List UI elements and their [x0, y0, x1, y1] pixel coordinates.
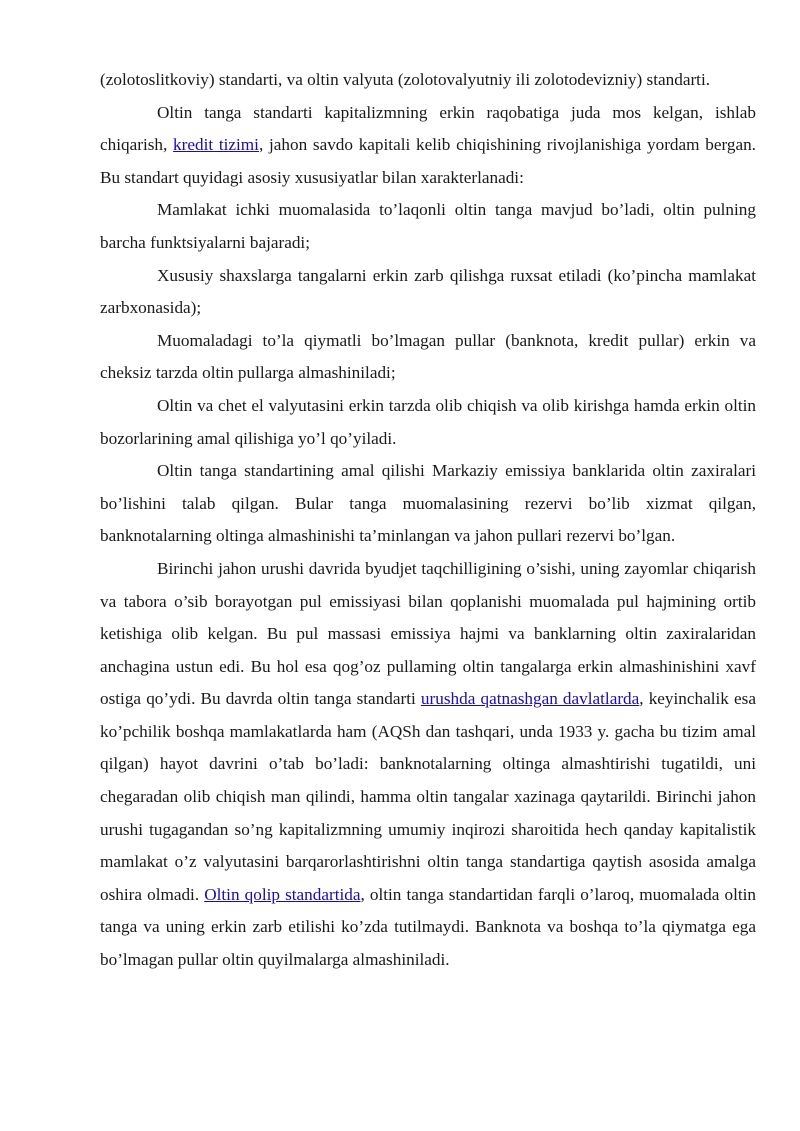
link-oltin-qolip-standartida[interactable]: Oltin qolip standartida	[204, 884, 361, 904]
link-urushda-qatnashgan-davlatlarda[interactable]: urushda qatnashgan davlatlarda	[420, 689, 640, 709]
paragraph-5: Muomaladagi to’la qiymatli bo’lmagan pullar (banknota, kredit pullar) erkin va cheksiz tarzda oltin pullarga almashiniladi;	[100, 330, 756, 383]
paragraph-2-text-after: , jahon savdo kapitali kelib chiqishining rivojlanishiga yordam bergan. Bu standart quyidagi asosiy xususiyatlar bilan xarakterlanadi:	[100, 135, 756, 187]
paragraph-6: Oltin va chet el valyutasini erkin tarzda olib chiqish va olib kirishga hamda erkin oltin bozorlarining amal qilishiga yo’l qo’yiladi.	[100, 395, 756, 448]
paragraph-2-text-before: Oltin tanga standarti kapitalizmning erkin raqobatiga juda mos kelgan, ishlab chiqarish,	[100, 102, 756, 155]
paragraph-2	[100, 97, 756, 195]
paragraph-3: Mamlakat ichki muomalasida to’laqonli oltin tanga mavjud bo’ladi, oltin pulning barcha funktsiyalarni bajaradi;	[100, 200, 756, 252]
paragraph-8-text-after: , oltin tanga standartidan farqli o’laroq, muomalada oltin tanga va uning erkin zarb etilishi ko’zda tutilmaydi. Banknota va boshqa to’la qiymatga ega bo’lmagan pullar oltin quyilmalarga almashiniladi.	[100, 884, 756, 970]
link-kredit-tizimi[interactable]: kredit tizimi	[173, 135, 259, 155]
document-page	[100, 64, 756, 977]
paragraph-8-text-middle: , keyinchalik esa ko’pchilik boshqa mamlakatlarda ham (AQSh dan tashqari, unda 1933 y. gacha bu tizim amal qilgan) hayot davrini o’tab bo’ladi: banknotalarning oltinga almashtirishi tugatildi, uni chegaradan olib chiqish man qilindi, hamma oltin tangalar xazinaga qaytarildi. Birinchi jahon urushi tugagandan so’ng kapitalizmning umumiy inqirozi sharoitida hech qanday kapitalistik mamlakat o’z valyutasini barqarorlashtirishni oltin tanga standartiga qaytish asosida amalga oshira olmadi.	[100, 689, 756, 904]
paragraph-7: Oltin tanga standartining amal qilishi Markaziy emissiya banklarida oltin zaxiralari bo’lishini talab qilgan. Bular tanga muomalasining rezervi bo’lib xizmat qilgan, banknotalarning oltinga almashinishi ta’minlangan va jahon pullari rezervi bo’lgan.	[100, 461, 756, 546]
paragraph-8	[100, 553, 756, 977]
paragraph-8-text-before: Birinchi jahon urushi davrida byudjet taqchilligining o’sishi, uning zayomlar chiqarish va tabora o’sib borayotgan pul emissiyasi bilan qoplanishi muomalada pul hajmining ortib ketishiga olib kelgan. Bu pul massasi emissiya hajmi va banklarning oltin zaxiralaridan anchagina ustun edi. Bu hol esa qog’oz pullaming oltin tangalarga erkin almashinishini xavf ostiga qo’ydi. Bu davrda oltin tanga standarti	[100, 558, 756, 709]
paragraph-1: (zolotoslitkoviy) standarti, va oltin valyuta (zolotovalyutniy ili zolotodevizniy) standarti.	[100, 70, 711, 89]
paragraph-4: Xususiy shaxslarga tangalarni erkin zarb qilishga ruxsat etiladi (ko’pincha mamlakat zarbxonasida);	[100, 265, 756, 318]
